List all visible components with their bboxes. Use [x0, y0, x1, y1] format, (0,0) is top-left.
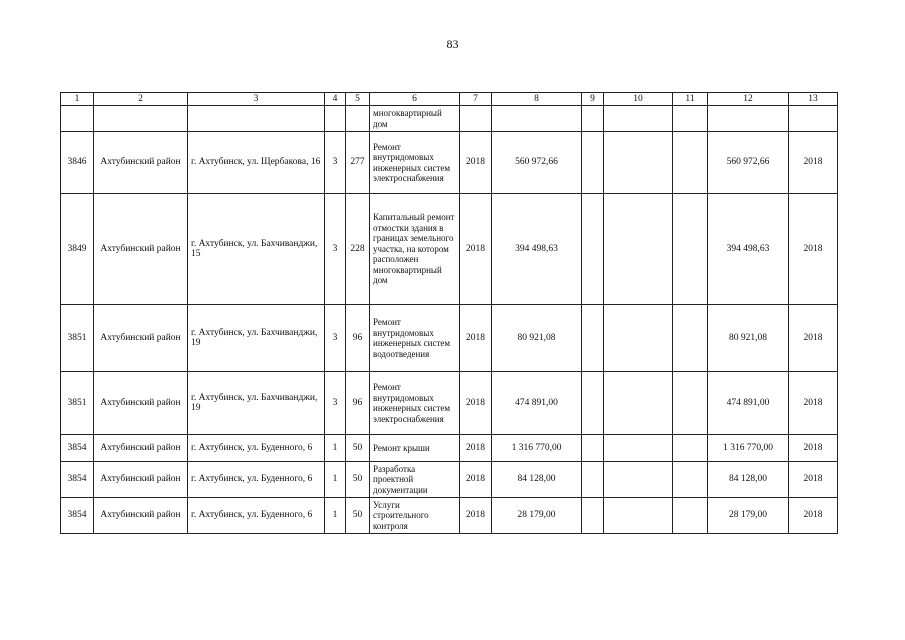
table-cell: [673, 106, 708, 132]
storeys-cell: 3: [325, 132, 346, 194]
storeys-cell: 1: [325, 462, 346, 498]
amount-cell: 474 891,00: [492, 372, 582, 435]
amount-cell: 1 316 770,00: [492, 435, 582, 462]
area-cell: 96: [346, 305, 370, 372]
object-id-cell: 3846: [61, 132, 94, 194]
end-year-cell: 2018: [789, 498, 838, 534]
table-cell: [346, 106, 370, 132]
object-id-cell: 3854: [61, 498, 94, 534]
address-cell: г. Ахтубинск, ул. Буденного, 6: [188, 435, 325, 462]
year-cell: 2018: [460, 462, 492, 498]
table-cell: [604, 305, 673, 372]
total-amount-cell: 394 498,63: [708, 194, 789, 305]
district-cell: Ахтубинский район: [94, 498, 188, 534]
table-cell: [582, 498, 604, 534]
table-cell: [94, 106, 188, 132]
amount-cell: 28 179,00: [492, 498, 582, 534]
table-cell: [604, 435, 673, 462]
district-cell: Ахтубинский район: [94, 132, 188, 194]
table-cell: [188, 106, 325, 132]
table-row: [61, 498, 838, 534]
storeys-cell: 1: [325, 435, 346, 462]
total-amount-cell: 560 972,66: [708, 132, 789, 194]
address-cell: г. Ахтубинск, ул. Бахчиванджи, 19: [188, 305, 325, 372]
area-cell: 50: [346, 462, 370, 498]
table-cell: [582, 305, 604, 372]
address-cell: г. Ахтубинск, ул. Бахчиванджи, 19: [188, 372, 325, 435]
table-row: [61, 372, 838, 435]
address-cell: г. Ахтубинск, ул. Буденного, 6: [188, 462, 325, 498]
year-cell: 2018: [460, 194, 492, 305]
address-cell: г. Ахтубинск, ул. Буденного, 6: [188, 498, 325, 534]
total-amount-cell: 1 316 770,00: [708, 435, 789, 462]
header-row: [61, 93, 838, 106]
year-cell: 2018: [460, 498, 492, 534]
district-cell: Ахтубинский район: [94, 305, 188, 372]
header-cell: 10: [604, 93, 673, 106]
amount-cell: 560 972,66: [492, 132, 582, 194]
work-description-cell: Капитальный ремонт отмостки здания в границах земельного участка, на котором расположен многоквартирный дом: [370, 194, 460, 305]
table-row: [61, 435, 838, 462]
work-description-cell: Ремонт крыши: [370, 435, 460, 462]
table-cell: [604, 462, 673, 498]
district-cell: Ахтубинский район: [94, 372, 188, 435]
total-amount-cell: 80 921,08: [708, 305, 789, 372]
table-cell: [604, 372, 673, 435]
amount-cell: 394 498,63: [492, 194, 582, 305]
header-cell: 4: [325, 93, 346, 106]
district-cell: Ахтубинский район: [94, 462, 188, 498]
table-row: [61, 462, 838, 498]
total-amount-cell: 474 891,00: [708, 372, 789, 435]
year-cell: 2018: [460, 132, 492, 194]
address-cell: г. Ахтубинск, ул. Бахчиванджи, 15: [188, 194, 325, 305]
work-description-cell: Ремонт внутридомовых инженерных систем электроснабжения: [370, 132, 460, 194]
object-id-cell: 3851: [61, 305, 94, 372]
work-description-cell: Разработка проектной документации: [370, 462, 460, 498]
end-year-cell: 2018: [789, 132, 838, 194]
table-cell: [673, 372, 708, 435]
end-year-cell: 2018: [789, 435, 838, 462]
header-cell: 13: [789, 93, 838, 106]
address-cell: г. Ахтубинск, ул. Щербакова, 16: [188, 132, 325, 194]
registry-table: [60, 92, 838, 534]
header-cell: 5: [346, 93, 370, 106]
table-cell: [325, 106, 346, 132]
table-cell: [604, 106, 673, 132]
year-cell: 2018: [460, 435, 492, 462]
table-cell: [582, 435, 604, 462]
table-cell: [673, 462, 708, 498]
table-cell: [673, 194, 708, 305]
amount-cell: 80 921,08: [492, 305, 582, 372]
table-cell: [789, 106, 838, 132]
table-cell: [673, 435, 708, 462]
table-cell: [708, 106, 789, 132]
table-cell: [604, 498, 673, 534]
table-cell: [460, 106, 492, 132]
header-cell: 11: [673, 93, 708, 106]
end-year-cell: 2018: [789, 194, 838, 305]
table-cell: [582, 194, 604, 305]
table-cell: [582, 106, 604, 132]
table-cell: [673, 498, 708, 534]
end-year-cell: 2018: [789, 372, 838, 435]
table-row: [61, 132, 838, 194]
work-description-cell: Ремонт внутридомовых инженерных систем водоотведения: [370, 305, 460, 372]
table-cell: [582, 132, 604, 194]
district-cell: Ахтубинский район: [94, 194, 188, 305]
total-amount-cell: 28 179,00: [708, 498, 789, 534]
carryover-row: [61, 106, 838, 132]
header-cell: 1: [61, 93, 94, 106]
table-cell: [492, 106, 582, 132]
page-number: 83: [446, 37, 459, 51]
header-cell: 7: [460, 93, 492, 106]
district-cell: Ахтубинский район: [94, 435, 188, 462]
object-id-cell: 3854: [61, 462, 94, 498]
table-cell: [604, 132, 673, 194]
table-cell: [582, 372, 604, 435]
area-cell: 277: [346, 132, 370, 194]
amount-cell: 84 128,00: [492, 462, 582, 498]
table-row: [61, 194, 838, 305]
work-description-cell: Услуги строительного контроля: [370, 498, 460, 534]
total-amount-cell: 84 128,00: [708, 462, 789, 498]
header-cell: 8: [492, 93, 582, 106]
table-cell: [673, 305, 708, 372]
work-description-cell: Ремонт внутридомовых инженерных систем электроснабжения: [370, 372, 460, 435]
header-cell: 9: [582, 93, 604, 106]
object-id-cell: 3849: [61, 194, 94, 305]
header-cell: 6: [370, 93, 460, 106]
storeys-cell: 3: [325, 194, 346, 305]
area-cell: 228: [346, 194, 370, 305]
storeys-cell: 3: [325, 372, 346, 435]
table-row: [61, 305, 838, 372]
area-cell: 50: [346, 498, 370, 534]
table-cell: [582, 462, 604, 498]
table-cell: [604, 194, 673, 305]
object-id-cell: 3854: [61, 435, 94, 462]
header-cell: 12: [708, 93, 789, 106]
year-cell: 2018: [460, 305, 492, 372]
table-cell: [61, 106, 94, 132]
object-id-cell: 3851: [61, 372, 94, 435]
end-year-cell: 2018: [789, 462, 838, 498]
end-year-cell: 2018: [789, 305, 838, 372]
work-description-cell: многоквартирный дом: [370, 106, 460, 132]
header-cell: 2: [94, 93, 188, 106]
header-cell: 3: [188, 93, 325, 106]
storeys-cell: 1: [325, 498, 346, 534]
storeys-cell: 3: [325, 305, 346, 372]
area-cell: 50: [346, 435, 370, 462]
year-cell: 2018: [460, 372, 492, 435]
area-cell: 96: [346, 372, 370, 435]
table-cell: [673, 132, 708, 194]
